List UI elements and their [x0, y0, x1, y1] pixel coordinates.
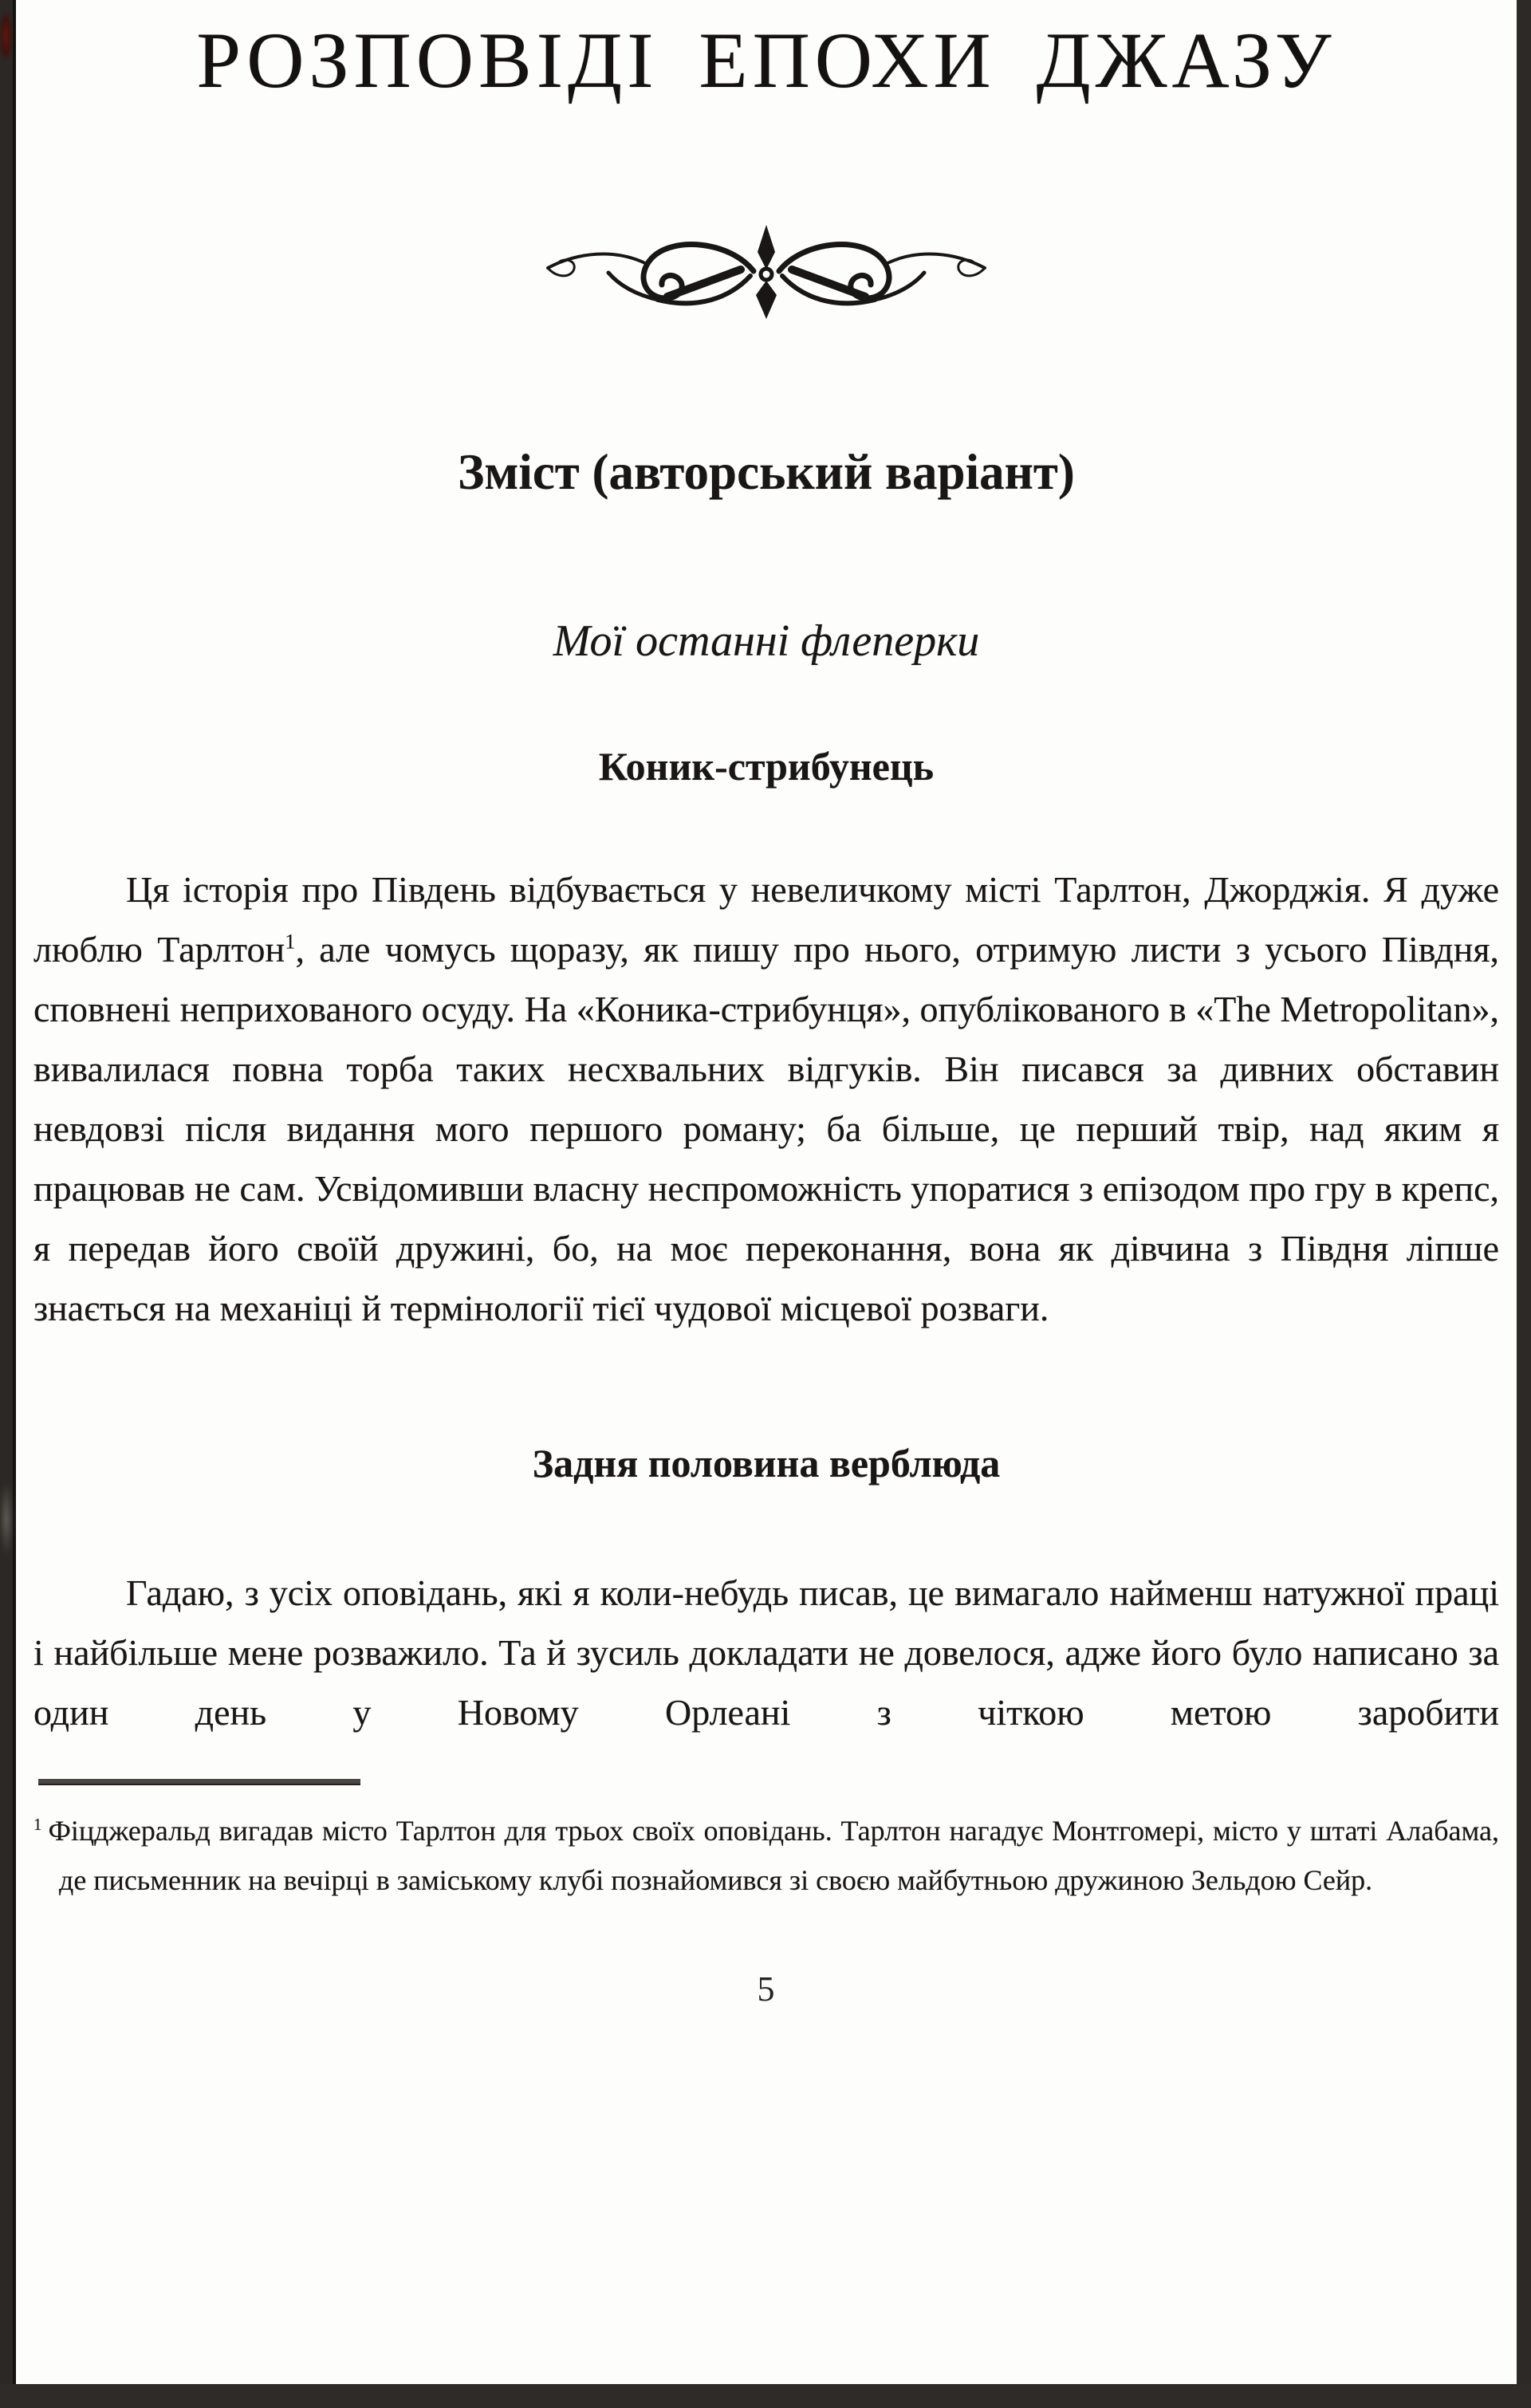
paragraph-1-text-after-ref: , але чомусь щоразу, як пишу про нього, отримую листи з усього Півдня, сповнені неприхованого осуду. На «Коника-стрибунця», опублікованого в «The Metropolitan», вивалилася повна торба таких несхвальних відгуків. Він писався за дивних обставин невдовзі після видання мого першого роману; ба більше, це перший твір, над яким я працював не сам. Усвідомивши власну неспроможність упоратися з епізодом про гру в крепс, я передав його своїй дружині, бо, на моє переконання, вона як дівчина з Півдня ліпше знається на механіці й термінології тієї чудової місцевої розваги.: [33, 929, 1499, 1328]
story-title-grasshopper: Коник-стрибунець: [598, 744, 935, 789]
paragraph-1-text-before-ref: Ця історія про Південь відбувається у невеличкому місті Тарлтон, Джорджія. Я дуже люблю Тарлтон: [33, 869, 1499, 970]
page-title: РОЗПОВІДІ ЕПОХИ ДЖАЗУ: [196, 16, 1336, 104]
footnote: [33, 1806, 1499, 1905]
footnote-ref-marker: 1: [285, 929, 296, 954]
story-title-camel: Задня половина верблюда: [532, 1441, 1001, 1485]
page-number: 5: [757, 1969, 776, 2009]
footnote-text: Фіцджеральд вигадав місто Тарлтон для трьох своїх оповідань. Тарлтон нагадує Монтгомері, місто у штаті Алабама, де письменник на вечірці в заміському клубі познайомився зі своєю майбутньою дружиною Зельдою Сейр.: [48, 1815, 1499, 1896]
book-page: [13, 0, 1517, 2384]
flourish-divider-icon: [543, 222, 990, 322]
book-edge-right: [1517, 0, 1531, 2408]
footnote-marker: 1: [33, 1815, 42, 1834]
page-content: [16, 18, 1517, 2009]
book-edge-bottom: [0, 2384, 1531, 2408]
page-edge-red-smudge: [0, 13, 12, 59]
paragraph-story-1: [33, 860, 1499, 1338]
footnote-separator-rule: [38, 1779, 360, 1785]
ornament-divider: [33, 222, 1499, 322]
contents-heading: Зміст (авторський варіант): [458, 444, 1075, 500]
section-subtitle: Мої останні флеперки: [553, 616, 980, 666]
paragraph-story-2: Гадаю, з усіх оповідань, які я коли-небудь писав, це вимагало найменш натужної праці і найбільше мене розважило. Та й зусиль докладати не довелося, адже його було написано за один день у Новому Орлеані з чіткою метою заробити: [33, 1572, 1499, 1733]
page-edge-gray-smudge: [0, 1483, 13, 1555]
